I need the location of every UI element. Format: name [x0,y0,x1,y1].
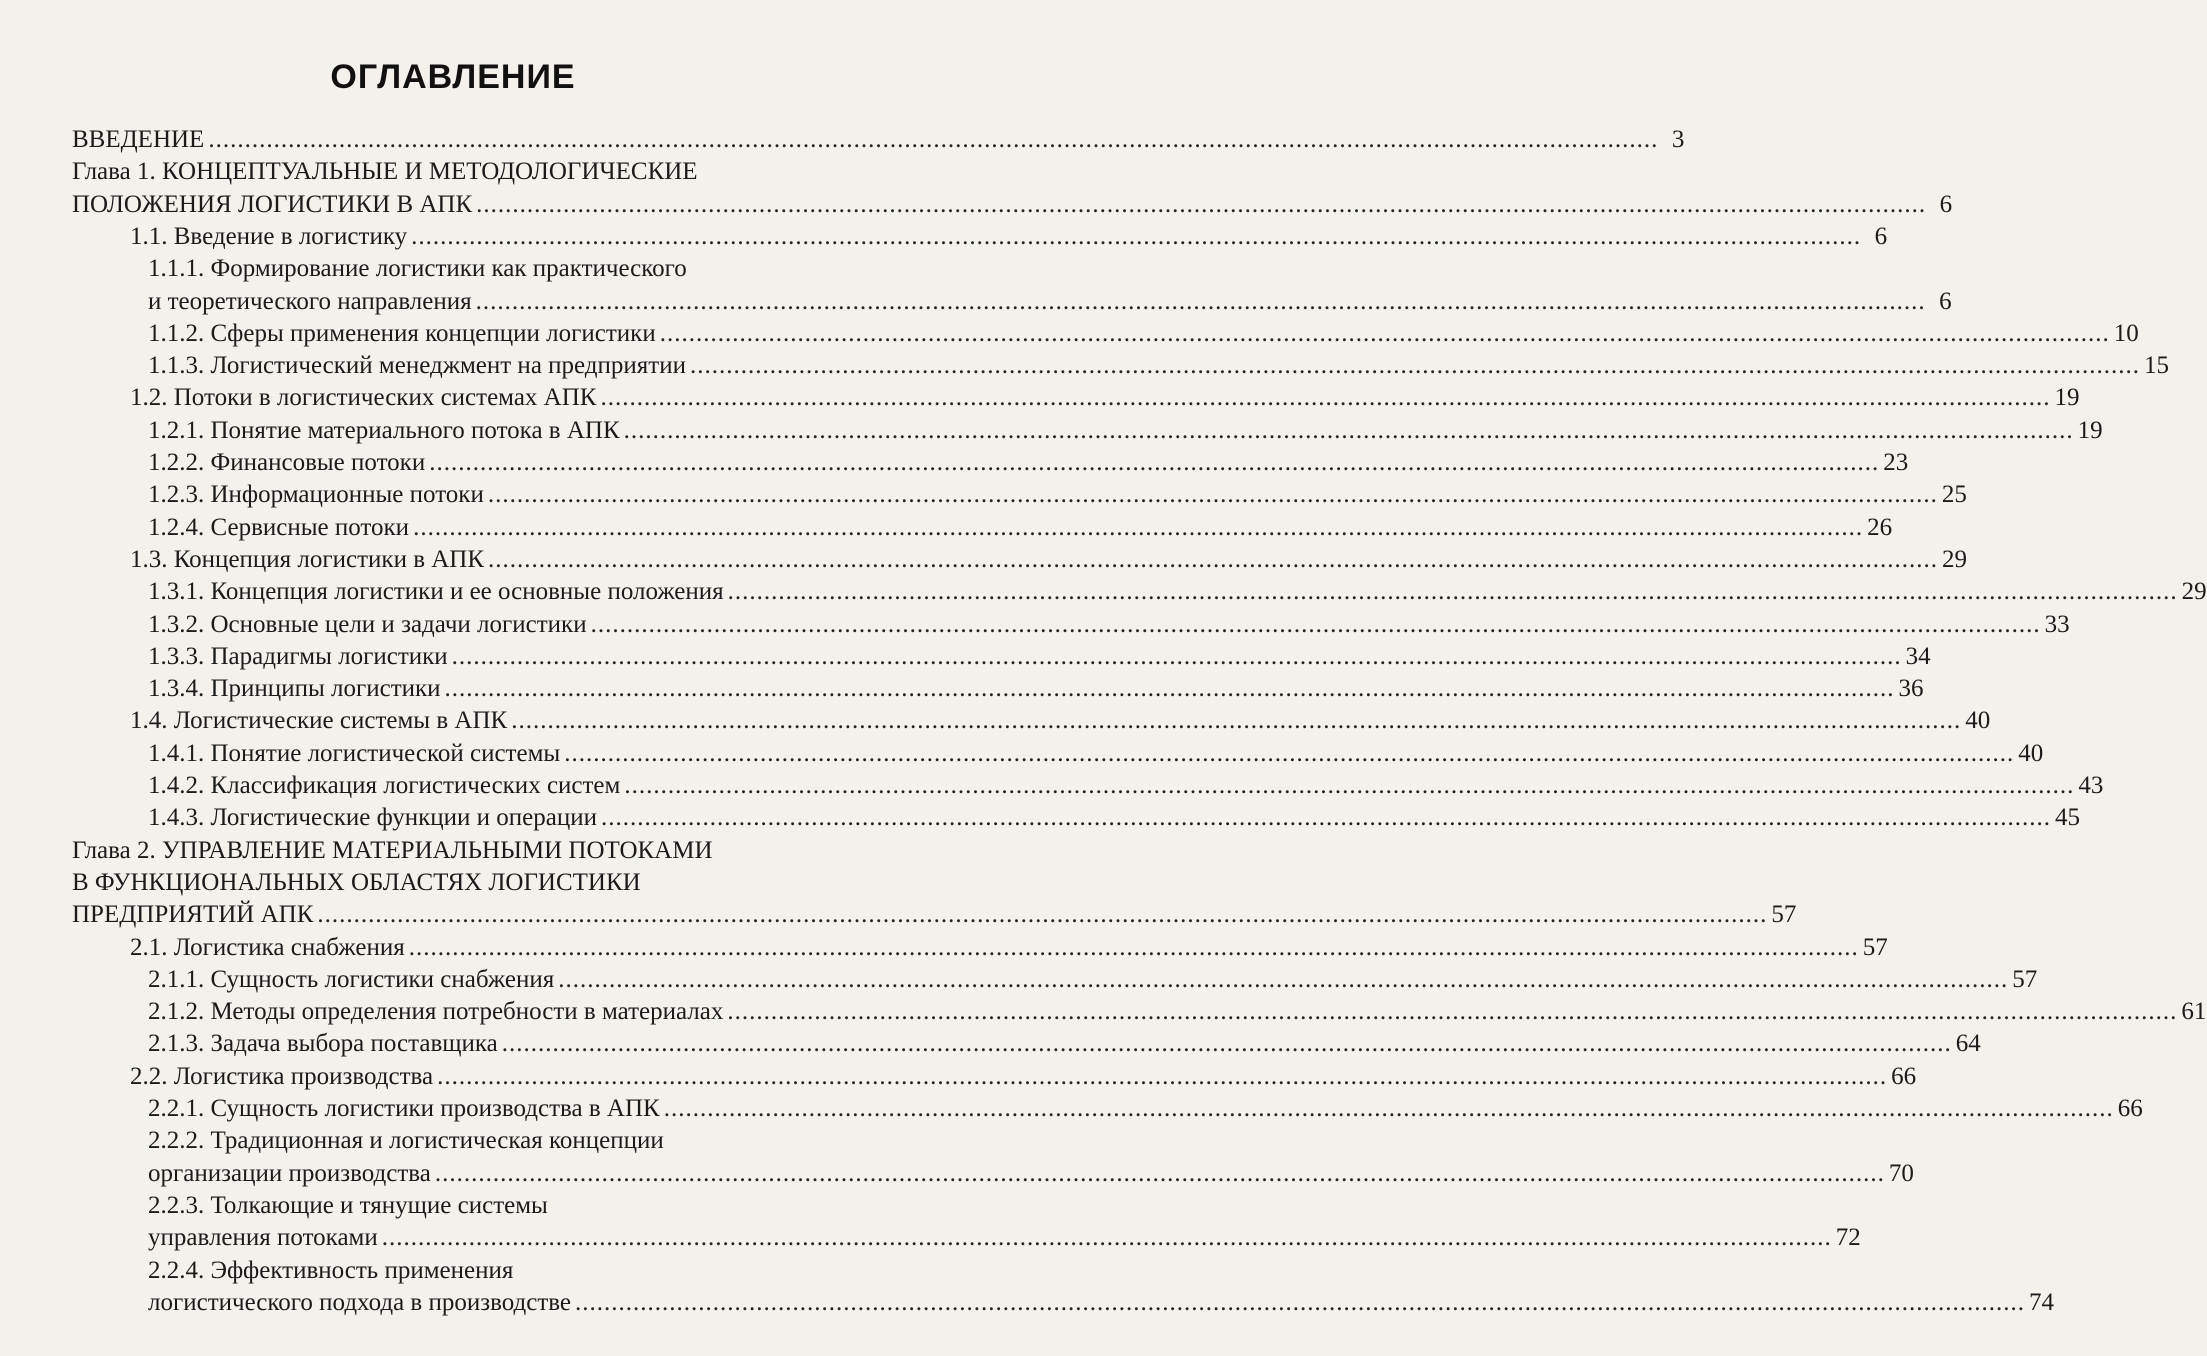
toc-entry[interactable] [148,479,1967,511]
toc-entry-text: 1.1.2. Сферы применения концепции логистики [148,319,656,347]
toc-entry[interactable] [148,673,1924,705]
toc-page-number: 57 [1862,933,1888,961]
toc-entry-text: 1.1.1. Формирование логистики как практического [148,255,687,283]
toc-page-number: 6 [1939,287,1952,315]
toc-page-number: 29 [1942,545,1968,573]
toc-page-number: 40 [2018,739,2044,767]
toc-page-number: 19 [2054,384,2080,412]
toc-entry[interactable] [148,286,1952,318]
toc-entry-text: 2.1.3. Задача выбора поставщика [148,1030,498,1058]
toc-entry-text: логистического подхода в производстве [148,1288,572,1316]
toc-entry-text: 1.4.2. Классификация логистических систем [148,772,621,799]
toc-page-number: 66 [2117,1095,2143,1122]
toc-entry-text: 1.3.1. Концепция логистики и ее основные положения [148,578,724,606]
toc-entry[interactable] [130,932,1888,964]
dot-leader: ........................................................................................................................................................................................................ [624,772,2075,799]
toc-entry[interactable] [148,996,2207,1028]
dot-leader: ........................................................................................................................................................................................................ [488,545,1939,573]
toc-page-number: 61 [2181,998,2207,1026]
toc-page-number: 72 [1835,1224,1861,1252]
toc-page-number: 33 [2044,610,2070,638]
toc-page-number: 43 [2078,772,2104,799]
toc-entry[interactable] [148,609,2070,641]
toc-entry-text: ПОЛОЖЕНИЯ ЛОГИСТИКИ В АПК [72,190,473,218]
toc-page-number: 6 [1939,190,1953,218]
toc-entry[interactable] [148,350,2169,382]
toc-entry[interactable] [148,1028,1981,1060]
toc-entry[interactable] [148,415,2103,447]
toc-page-number: 64 [1955,1030,1981,1058]
dot-leader: ........................................................................................................................................................................................................ [317,901,1768,929]
toc-entry-text: 1.2.4. Сервисные потоки [148,513,410,541]
toc-entry-text: 2.1. Логистика снабжения [130,933,405,961]
toc-entry-line [148,253,687,285]
dot-leader: ........................................................................................................................................................................................................ [437,1062,1888,1090]
dot-leader: ........................................................................................................................................................................................................ [558,965,2009,993]
toc-entry-line [72,867,641,899]
dot-leader: ........................................................................................................................................................................................................ [727,578,2178,606]
toc-page-number: 29 [2181,578,2207,606]
toc-page-number: 3 [1671,126,1685,153]
toc-entry-text: 1.3.2. Основные цели и задачи логистики [148,610,587,638]
toc-entry[interactable] [130,382,2080,414]
toc-entry-text: 2.1.1. Сущность логистики снабжения [148,965,555,993]
toc-page-number: 57 [1771,901,1797,929]
toc-entry-text: организации производства [148,1159,431,1187]
dot-leader: ........................................................................................................................................................................................................ [590,610,2041,638]
toc-entry-line [72,835,713,867]
dot-leader: ........................................................................................................................................................................................................ [429,449,1880,476]
toc-entry-text: 2.2. Логистика производства [130,1062,434,1090]
dot-leader: ........................................................................................................................................................................................................ [600,804,2051,832]
dot-leader: ........................................................................................................................................................................................................ [487,481,1938,509]
toc-entry-text: 1.4.1. Понятие логистической системы [148,739,561,767]
toc-entry[interactable] [72,899,1797,931]
toc-entry-line [148,1125,664,1157]
toc-entry[interactable] [148,641,1931,673]
dot-leader: ........................................................................................................................................................................................................ [381,1224,1832,1252]
dot-leader: ........................................................................................................................................................................................................ [413,513,1864,541]
toc-page-number: 36 [1898,675,1924,703]
toc-entry-text: 1.1. Введение в логистику [130,222,408,250]
toc-entry-text: 2.2.1. Сущность логистики производства в АПК [148,1095,660,1122]
toc-entry[interactable] [148,512,1893,544]
dot-leader: ........................................................................................................................................................................................................ [476,190,1927,218]
toc-entry-text: 2.2.3. Толкающие и тянущие системы [148,1191,548,1219]
toc-entry[interactable] [130,705,1991,737]
toc-page-number: 40 [1965,707,1991,735]
toc-page-number: 66 [1891,1062,1917,1090]
dot-leader: ........................................................................................................................................................................................................ [600,384,2051,412]
toc-entry-text: 1.3.3. Парадигмы логистики [148,642,448,670]
toc-page-number: 26 [1867,513,1893,541]
toc-entry[interactable] [130,221,1888,253]
dot-leader: ........................................................................................................................................................................................................ [408,933,1859,961]
toc-entry[interactable] [148,964,2038,996]
toc-entry[interactable] [72,124,1685,156]
dot-leader: ........................................................................................................................................................................................................ [208,126,1659,153]
toc-entry-text: 1.2.1. Понятие материального потока в АПК [148,416,620,444]
toc-entry[interactable] [148,738,2044,770]
dot-leader: ........................................................................................................................................................................................................ [511,707,1962,735]
dot-leader: ........................................................................................................................................................................................................ [564,739,2015,767]
toc-page-number: 15 [2143,352,2169,380]
toc-entry[interactable] [148,1093,2143,1125]
toc-page-number: 10 [2113,319,2139,347]
toc-page-number: 19 [2077,416,2103,444]
toc-entry-text: Глава 2. УПРАВЛЕНИЕ МАТЕРИАЛЬНЫМИ ПОТОКАМИ [72,836,713,864]
toc-entry-line [72,156,698,188]
toc-entry[interactable] [148,1158,1914,1190]
toc-entry-text: 2.2.2. Традиционная и логистическая концепции [148,1127,664,1155]
dot-leader: ........................................................................................................................................................................................................ [689,352,2140,380]
toc-entry[interactable] [148,1287,2055,1319]
dot-leader: ........................................................................................................................................................................................................ [434,1159,1885,1187]
toc-entry-text: В ФУНКЦИОНАЛЬНЫХ ОБЛАСТЯХ ЛОГИСТИКИ [72,868,641,896]
toc-entry-text: 1.3.4. Принципы логистики [148,675,441,703]
toc-entry-text: 1.4. Логистические системы в АПК [130,707,508,735]
dot-leader: ........................................................................................................................................................................................................ [444,675,1895,703]
dot-leader: ........................................................................................................................................................................................................ [501,1030,1952,1058]
toc-entry-text: ВВЕДЕНИЕ [72,126,205,153]
toc-entry[interactable] [148,576,2207,608]
dot-leader: ........................................................................................................................................................................................................ [575,1288,2026,1316]
toc-page-number: 6 [1874,222,1888,250]
toc-entry[interactable] [130,1061,1917,1093]
dot-leader: ........................................................................................................................................................................................................ [727,998,2178,1026]
toc-entry-text: 2.2.4. Эффективность применения [148,1256,514,1284]
page-title: ОГЛАВЛЕНИЕ [330,58,576,96]
toc-entry-text: 1.4.3. Логистические функции и операции [148,804,597,832]
toc-page-number: 57 [2012,965,2038,993]
toc-entry-text: 1.3. Концепция логистики в АПК [130,545,485,573]
toc-page-number: 23 [1883,449,1909,476]
dot-leader: ........................................................................................................................................................................................................ [659,319,2110,347]
toc-entry-text: Глава 1. КОНЦЕПТУАЛЬНЫЕ И МЕТОДОЛОГИЧЕСКИЕ [72,158,698,186]
toc-entry-text: управления потоками [148,1224,378,1252]
toc-entry-text: 1.2.3. Информационные потоки [148,481,484,509]
dot-leader: ........................................................................................................................................................................................................ [451,642,1902,670]
toc-entry[interactable] [148,318,2139,350]
dot-leader: ........................................................................................................................................................................................................ [623,416,2074,444]
toc-entry-line [148,1190,548,1222]
dot-leader: ........................................................................................................................................................................................................ [663,1095,2114,1122]
toc-page-number: 70 [1888,1159,1914,1187]
toc-entry[interactable] [148,802,2080,834]
toc-entry[interactable] [72,189,1953,221]
toc-entry-line [148,1255,513,1287]
toc-entry[interactable] [148,447,1909,479]
toc-entry[interactable] [130,544,1968,576]
toc-entry-text: 1.2.2. Финансовые потоки [148,449,426,476]
toc-page-number: 74 [2029,1288,2055,1316]
toc-page-number: 34 [1905,642,1931,670]
toc-entry-text: 1.1.3. Логистический менеджмент на предприятии [148,352,686,380]
dot-leader: ........................................................................................................................................................................................................ [411,222,1862,250]
toc-entry-text: 1.2. Потоки в логистических системах АПК [130,384,597,412]
dot-leader: ........................................................................................................................................................................................................ [475,287,1926,315]
toc-page-number: 25 [1941,481,1967,509]
toc-page-number: 45 [2054,804,2080,832]
toc-entry-text: и теоретического направления [148,287,472,315]
toc-entry-text: 2.1.2. Методы определения потребности в материалах [148,998,724,1026]
toc-entry-text: ПРЕДПРИЯТИЙ АПК [72,901,314,929]
toc-entry[interactable] [148,1222,1861,1254]
toc-entry[interactable] [148,770,2104,802]
